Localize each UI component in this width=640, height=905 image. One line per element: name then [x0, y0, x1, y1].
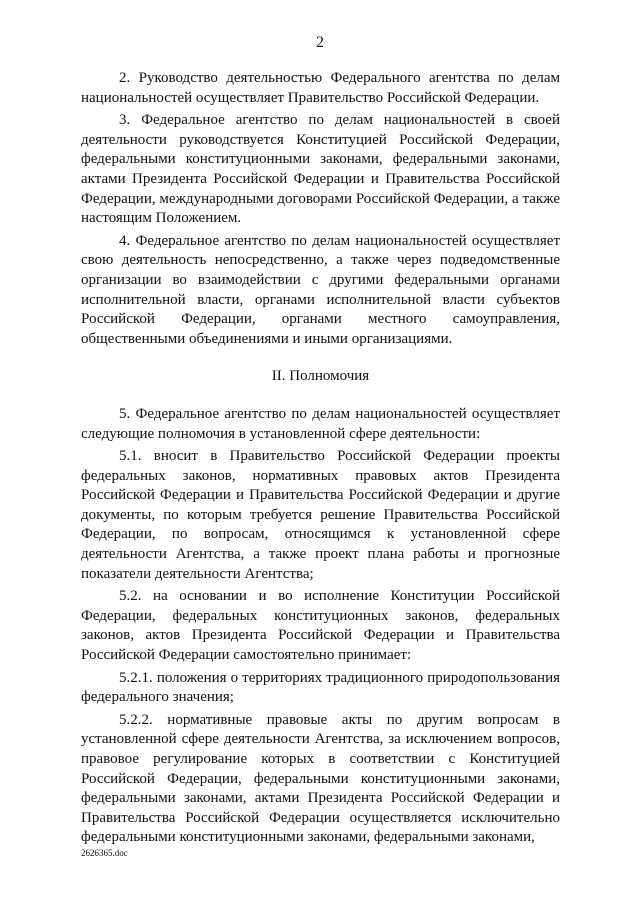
paragraph-2: 2. Руководство деятельностью Федерального агентства по делам национальностей осуществляет Правительство Российской Федерации.: [81, 70, 560, 106]
paragraph-5: 5. Федеральное агентство по делам национальностей осуществляет следующие полномочия в установленной сфере деятельности:: [81, 405, 560, 442]
paragraph-5-2: 5.2. на основании и во исполнение Конституции Российской Федерации, федеральных конституционных законов, федеральных законов, актов Президента Российской Федерации и Правительства Российской Федерации самостоятельно принимает:: [81, 588, 560, 664]
paragraph-3: 3. Федеральное агентство по делам национальностей в своей деятельности руководствуется Конституцией Российской Федерации, федеральными конституционными законами, федеральными законами, актами Президента Российской Федерации и Правительства Российской Федерации, международными договорами Российской Федерации, а также настоящим Положением.: [81, 112, 560, 227]
paragraph-4: 4. Федеральное агентство по делам национальностей осуществляет свою деятельность непосредственно, а также через подведомственные организации во взаимодействии с другими федеральными органами исполнительной власти, органами исполнительной власти субъектов Российской Федерации, органами местного самоуправления, общественными объединениями и иными организациями.: [81, 232, 560, 347]
document-file-code: 2626365.doc: [81, 848, 128, 858]
section-heading: II. Полномочия: [271, 368, 370, 385]
paragraph-5-2-1: 5.2.1. положения о территориях традиционного природопользования федерального значения;: [81, 669, 560, 706]
paragraph-5-1: 5.1. вносит в Правительство Российской Федерации проекты федеральных законов, нормативных правовых актов Президента Российской Федерации и Правительства Российской Федерации и другие документы, по которым требуется решение Правительства Российской Федерации, по вопросам, относящимся к установленной сфере деятельности Агентства, а также проект плана работы и прогнозные показатели деятельности Агентства;: [81, 448, 560, 582]
page-number: 2: [316, 34, 324, 51]
paragraph-5-2-2: 5.2.2. нормативные правовые акты по другим вопросам в установленной сфере деятельности Агентства, за исключением вопросов, правовое регулирование которых в соответствии с Конституцией Российской Федерации, федеральными конституционными законами, федеральными законами, актами Президента Российской Федерации и Правительства Российской Федерации осуществляется исключительно федеральными конституционными законами, федеральными законами,: [81, 711, 560, 846]
document-body: [81, 69, 560, 848]
